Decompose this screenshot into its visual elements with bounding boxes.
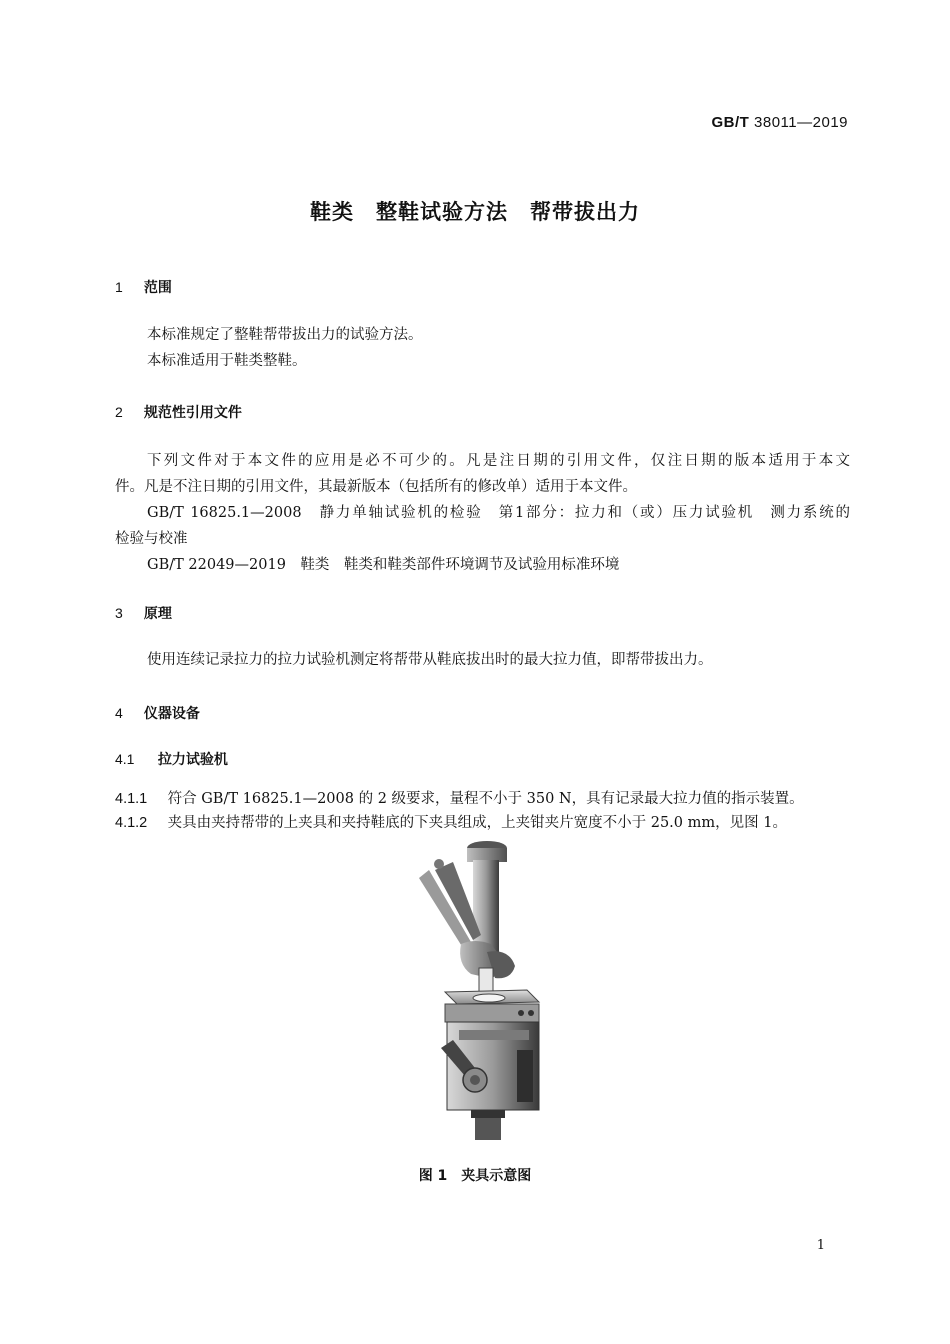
standard-number: 38011—2019 <box>754 114 848 131</box>
document-title: 鞋类 整鞋试验方法 帮带拔出力 <box>310 200 640 224</box>
section-title: 规范性引用文件 <box>143 405 242 421</box>
section-number: 3 <box>115 605 123 621</box>
figure-caption: 图 1 夹具示意图 <box>418 1168 532 1184</box>
section-title: 范围 <box>143 280 172 296</box>
paragraph-line: 件。凡是不注日期的引用文件，其最新版本（包括所有的修改单）适用于本文件。 <box>115 479 637 495</box>
paragraph: 本标准规定了整鞋帮带拔出力的试验方法。 <box>147 327 423 343</box>
paragraph: 本标准适用于鞋类整鞋。 <box>147 353 307 369</box>
clause-number: 4.1.2 <box>115 815 148 831</box>
clause-text: 夹具由夹持帮带的上夹具和夹持鞋底的下夹具组成，上夹钳夹片宽度不小于 25.0 mm，见图 1。 <box>167 815 787 831</box>
clause-number: 4.1.1 <box>115 791 148 807</box>
section-1-body <box>115 322 850 374</box>
reference-line: GB/T 16825.1—2008 静力单轴试验机的检验 第1部分：拉力和（或）压力试验机 测力系统的 <box>147 505 850 521</box>
standard-prefix: GB/T <box>711 114 750 131</box>
clamp-fixture-illustration <box>405 840 560 1145</box>
subsection-number: 4.1 <box>115 751 135 767</box>
shaft-collar <box>467 848 507 862</box>
reference-line: 检验与校准 <box>115 531 188 547</box>
section-3-body <box>115 647 850 673</box>
subsection-title: 拉力试验机 <box>157 752 228 768</box>
section-1-heading <box>115 277 172 297</box>
page-number: 1 <box>816 1238 825 1253</box>
clamp-fixture-figure <box>405 840 560 1145</box>
clause-4-1-1 <box>115 787 804 808</box>
section-2-body <box>115 448 850 578</box>
section-title: 仪器设备 <box>143 706 200 722</box>
section-2-heading <box>115 402 242 422</box>
paragraph-line: 下列文件对于本文件的应用是必不可少的。凡是注日期的引用文件，仅注日期的版本适用于本文 <box>147 453 850 469</box>
section-number: 2 <box>115 404 123 420</box>
paragraph: 使用连续记录拉力的拉力试验机测定将帮带从鞋底拔出时的最大拉力值，即帮带拔出力。 <box>147 652 713 668</box>
clause-text: 符合 GB/T 16825.1—2008 的 2 级要求，量程不小于 350 N，具有记录最大拉力值的指示装置。 <box>167 791 804 807</box>
section-number: 4 <box>115 705 123 721</box>
subsection-4-1-heading <box>115 749 228 769</box>
section-number: 1 <box>115 279 123 295</box>
jaw-plate <box>479 968 493 994</box>
clause-4-1-2 <box>115 811 787 832</box>
section-4-heading <box>115 703 200 723</box>
reference-line: GB/T 22049—2019 鞋类 鞋类和鞋类部件环境调节及试验用标准环境 <box>147 557 620 573</box>
upper-shaft <box>473 860 499 955</box>
standard-code <box>712 114 848 131</box>
section-title: 原理 <box>143 606 172 622</box>
section-3-heading <box>115 603 172 623</box>
block-upper-plate <box>445 1004 539 1022</box>
